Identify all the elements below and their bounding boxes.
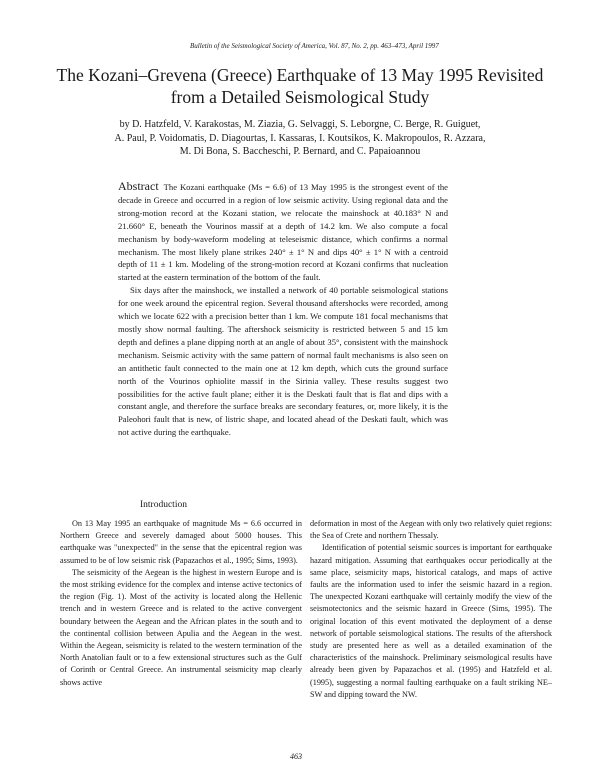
body-column-left [60,518,302,689]
author-line-3: M. Di Bona, S. Baccheschi, P. Bernard, and C. Papaioannou [179,146,421,158]
author-line-1: by D. Hatzfeld, V. Karakostas, M. Ziazia, G. Selvaggi, S. Leborgne, C. Berge, R. Guiguet, [119,119,481,130]
author-list [40,118,560,159]
body-paragraph: Identification of potential seismic sources is important for earthquake hazard mitigation. Assuming that earthquakes occur periodically at the same place, seismicity maps, historical catalogs, and maps of active faults are the information used to infer the seismic hazard in a region. The unexpected Kozani earthquake will certainly modify the view of the seismotectonics and the seismic hazard in Greece (Sims, 1995). The original location of this event motivated the deployment of a dense network of portable seismological stations. The results of the aftershock study are presented here as well as a detailed examination of the characteristics of the mainshock. Preliminary seismological results have already been given by Papazachos et al. (1995) and Hatzfeld et al. (1995), suggesting a normal faulting earthquake on a fault striking NE–SW and dipping toward the NW. [310,543,552,699]
body-paragraph: On 13 May 1995 an earthquake of magnitude Ms = 6.6 occurred in Northern Greece and severely damaged about 5000 houses. This earthquake was "unexpected" in the sense that the epicentral region was assumed to be of low seismic risk (Papazachos et al., 1995; Sims, 1993). [60,519,302,565]
abstract-paragraph-1 [118,180,448,284]
abstract-text-1: The Kozani earthquake (Ms = 6.6) of 13 May 1995 is the strongest event of the decade in Greece and occurred in a region of low seismic activity. Using regional data and the strong-motion record at the Kozani station, we relocate the mainshock at 40.183° N and 21.660° E, beneath the Vourinos massif at a depth of 14.2 km. We also compute a focal mechanism by body-waveform modeling at teleseismic distance, which confirms a normal mechanism. The most likely plane strikes 240° ± 1° N and dips 40° ± 1° N with a centroid depth of 11 ± 1 km. Modeling of the strong-motion record at Kozani confirms that nucleation started at the eastern termination of the bottom of the fault. [118,182,448,283]
abstract-label: Abstract [118,179,159,193]
title-line-2: from a Detailed Seismological Study [170,87,430,107]
title-line-1: The Kozani–Grevena (Greece) Earthquake of 13 May 1995 Revisited [56,65,544,85]
abstract-paragraph-2: Six days after the mainshock, we installed a network of 40 portable seismological stations for one week around the epicentral region. Several thousand aftershocks were recorded, among which we locate 622 with a precision better than 1 km. We compute 181 focal mechanisms that mostly show normal faulting. The aftershock seismicity is restricted between 5 and 15 km depth and defines a plane dipping north at an angle of about 35°, consistent with the mainshock mechanism. Seismic activity with the same pattern of normal fault mechanisms is also seen on an antithetic fault connected to the main one at 12 km depth, which cuts the ground surface north of the Vourinos ophiolite massif in the Sirinia valley. These results suggest two possibilities for the active fault plane; either it is the Deskati fault that is flat and dips with a constant angle, and therefore the surface breaks are secondary features, or, more likely, it is the Paleohori fault that is new, of listric shape, and located ahead of the Deskati fault, which was not active during the earthquake. [118,285,448,438]
running-head: Bulletin of the Seismological Society of America, Vol. 87, No. 2, pp. 463–473, April 1997 [190,42,439,50]
author-line-2: A. Paul, P. Voidomatis, D. Diagourtas, I. Kassaras, I. Koutsikos, K. Makropoulos, R. Azzara, [114,132,486,144]
page-number: 463 [290,752,302,761]
body-column-right [310,518,552,701]
body-paragraph: The seismicity of the Aegean is the highest in western Europe and is the most striking evidence for the complex and intense active tectonics of the region (Fig. 1). Most of the activity is located along the Hellenic trench and in western Greece and is related to the active convergent boundary between the Aegean and the African plates in the south and to the continental collision between Apulia and the Aegean in the west. Within the Aegean, seismicity is related to the western termination of the North Anatolian fault or to a few extensional structures such as the Gulf of Corinth or Central Greece. An instrumental seismicity map clearly shows active [60,567,302,687]
abstract [118,180,448,439]
section-heading-introduction: Introduction [140,500,187,510]
body-paragraph: deformation in most of the Aegean with only two relatively quiet regions: the Sea of Crete and northern Thessaly. [310,519,552,541]
paper-title [30,64,570,108]
